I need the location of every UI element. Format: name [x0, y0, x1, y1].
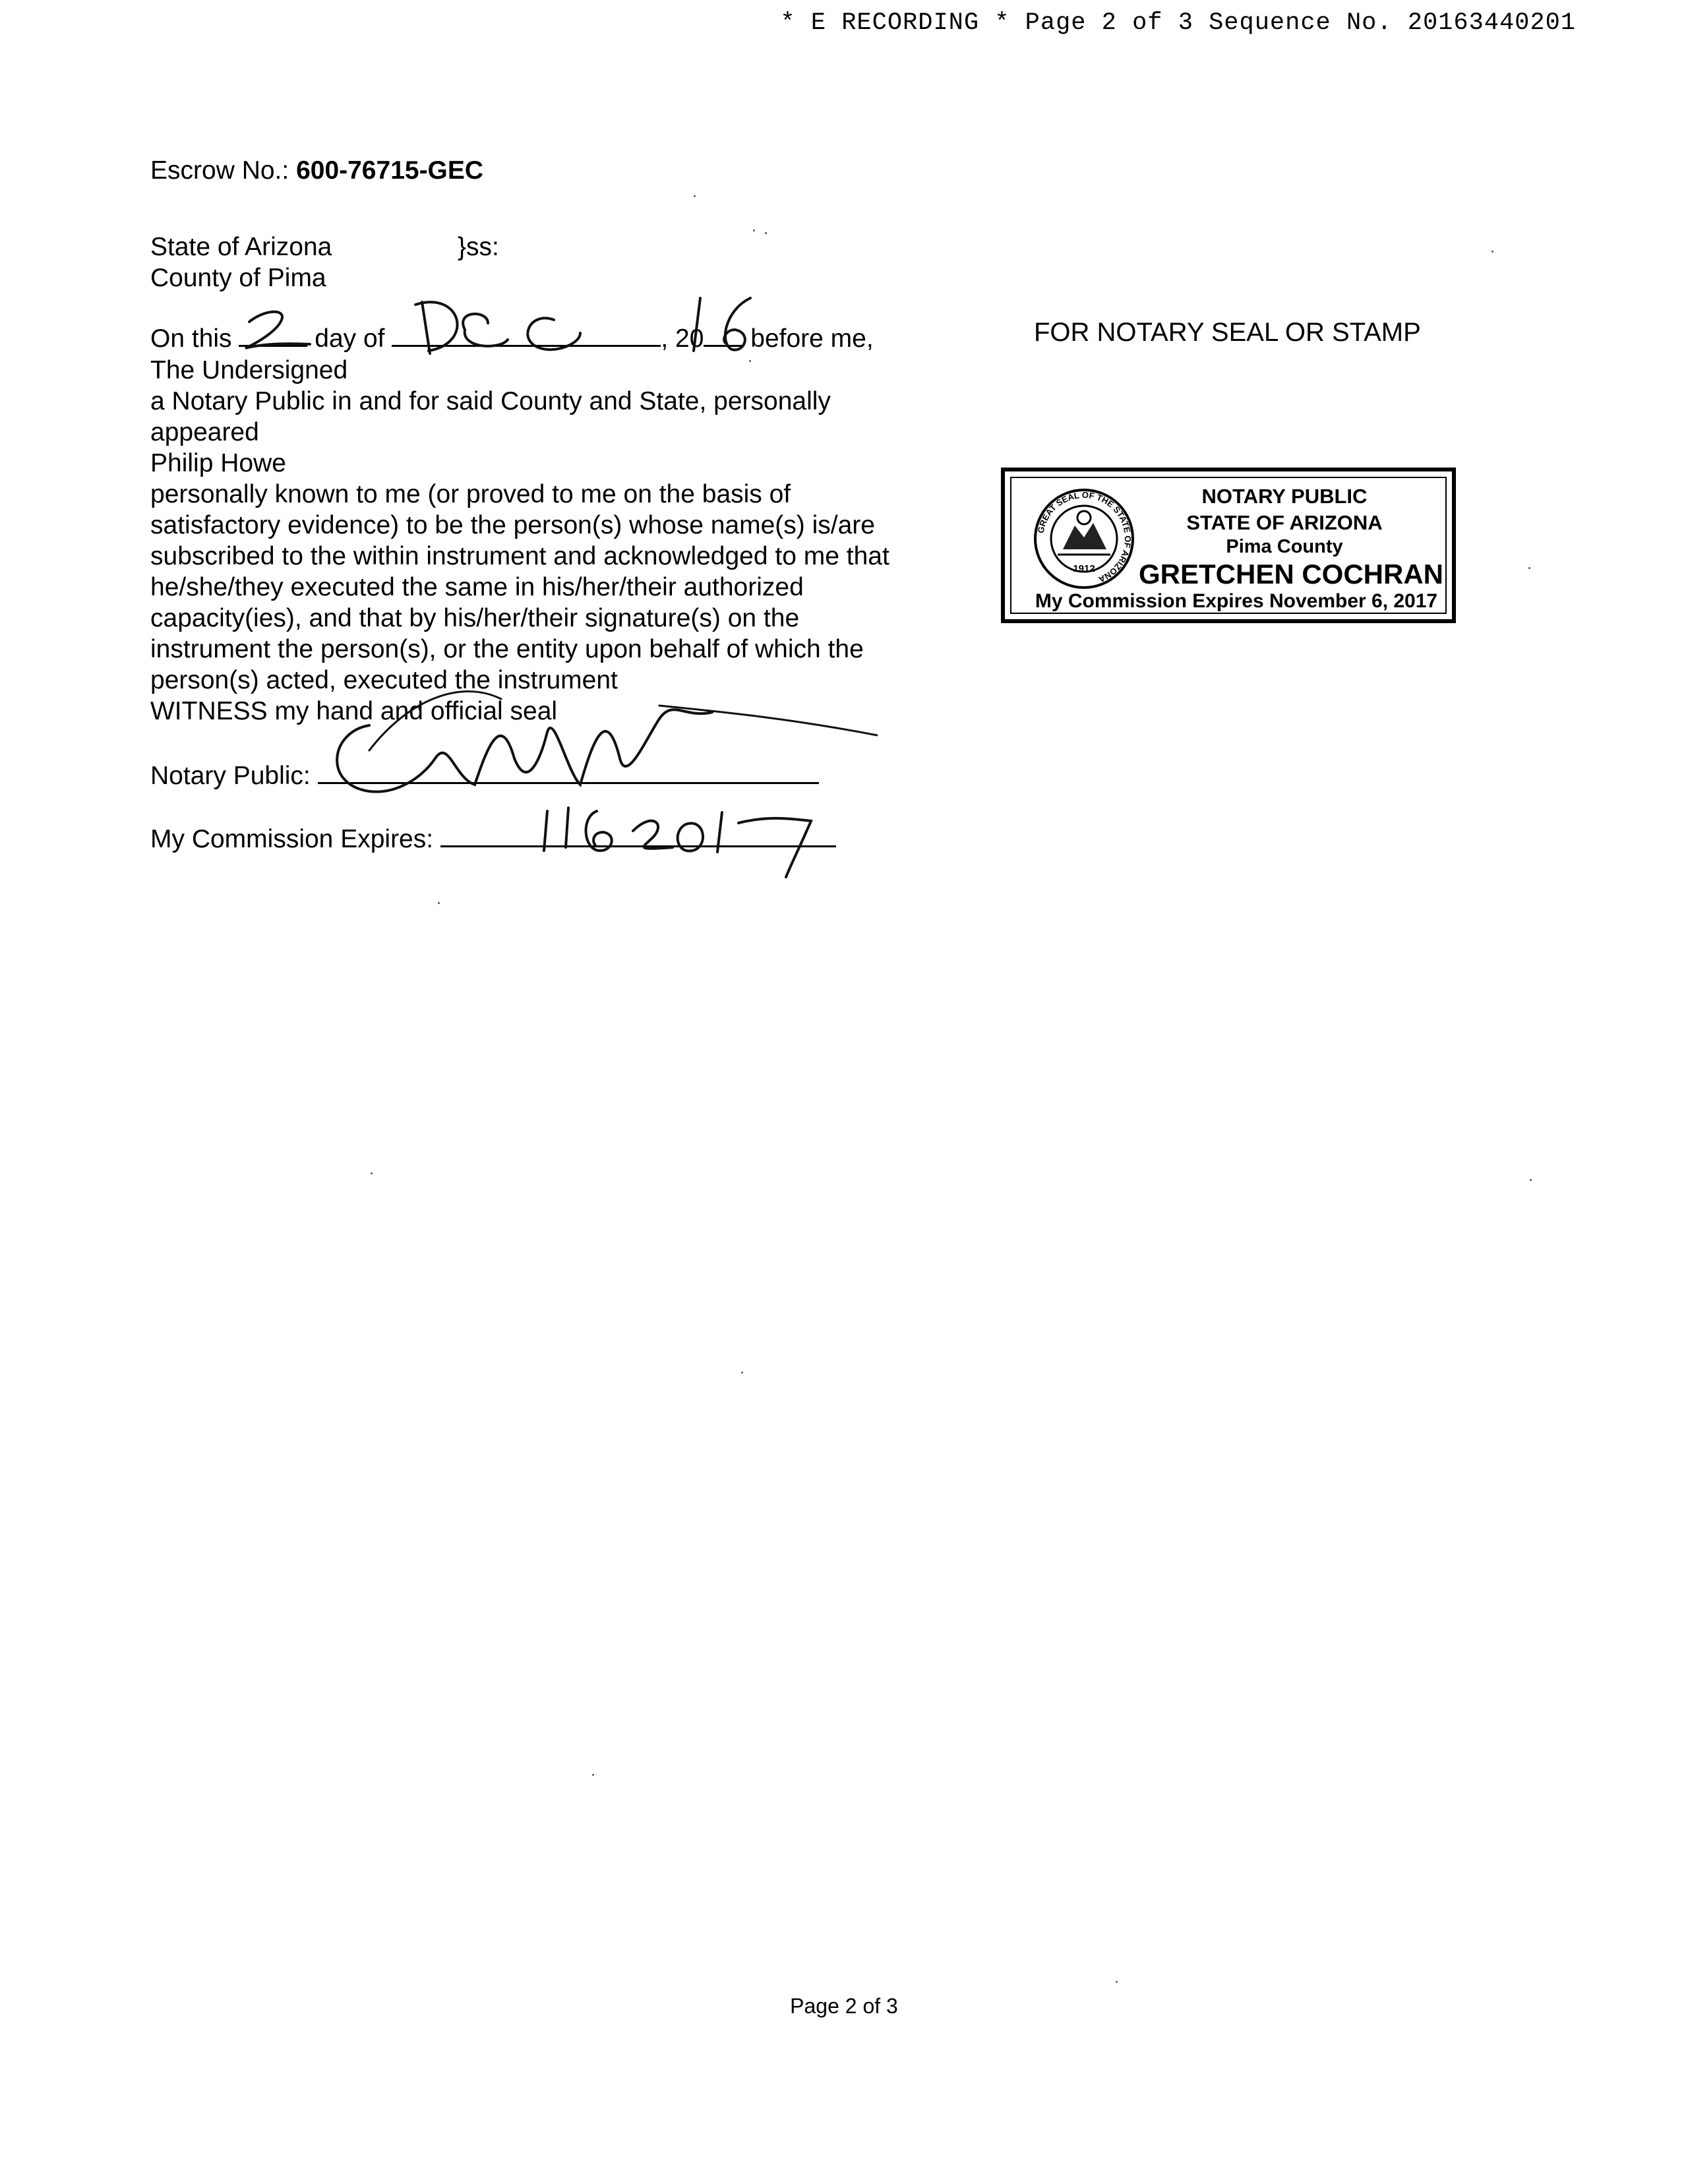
handwritten-day	[245, 312, 310, 348]
ack-line: The Undersigned	[150, 356, 348, 384]
scan-speck	[694, 195, 696, 197]
ack-line: he/she/they executed the same in his/her/their authorized	[150, 573, 804, 601]
ack-line: personally known to me (or proved to me on the basis of	[150, 480, 791, 508]
scan-speck	[371, 1172, 373, 1174]
ack-line: WITNESS my hand and official seal	[150, 697, 558, 725]
stamp-expiration: My Commission Expires November 6, 2017	[1035, 590, 1438, 612]
seal-year: 1912	[1073, 563, 1095, 574]
handwritten-commission-date	[544, 808, 811, 877]
scan-speck	[765, 232, 767, 234]
handwritten-year	[694, 298, 750, 351]
witness-strike	[369, 692, 877, 750]
stamp-state: STATE OF ARIZONA	[1186, 511, 1383, 534]
escrow-number: 600-76715-GEC	[296, 156, 484, 185]
scan-speck	[1116, 1981, 1118, 1983]
ack-line: appeared	[150, 418, 259, 446]
scan-speck	[741, 1372, 743, 1374]
scan-speck	[592, 1774, 594, 1776]
stamp-county: Pima County	[1226, 536, 1343, 557]
recording-header: * E RECORDING * Page 2 of 3 Sequence No. 20163440201	[780, 9, 1576, 37]
ack-line: capacity(ies), and that by his/her/their signature(s) on the	[150, 604, 800, 632]
page-footer: Page 2 of 3	[790, 1994, 898, 2018]
ack-line: person(s) acted, executed the instrument	[150, 666, 618, 694]
escrow-label: Escrow No.:	[150, 156, 289, 185]
handwritten-month	[415, 302, 580, 353]
before-me-label: before me,	[750, 324, 874, 353]
venue-ss: }ss:	[458, 233, 499, 261]
scan-speck	[753, 229, 755, 231]
stamp-notary-name: GRETCHEN COCHRAN	[1139, 559, 1443, 590]
commission-label: My Commission Expires:	[150, 825, 434, 853]
scan-speck	[1530, 1179, 1532, 1181]
venue-state: State of Arizona	[150, 233, 332, 261]
scan-speck	[749, 360, 751, 362]
scan-speck	[1528, 567, 1530, 569]
notary-public-label: Notary Public:	[150, 762, 311, 790]
ack-line: Philip Howe	[150, 449, 286, 477]
notary-signature-icon	[337, 710, 712, 791]
ack-line: satisfactory evidence) to be the person(s) whose name(s) is/are	[150, 511, 875, 539]
ack-line: subscribed to the within instrument and acknowledged to me that	[150, 542, 889, 570]
stamp-title: NOTARY PUBLIC	[1201, 485, 1368, 508]
scan-speck	[1492, 251, 1493, 253]
notary-seal-area-label: FOR NOTARY SEAL OR STAMP	[1034, 318, 1421, 347]
scan-speck	[438, 902, 440, 904]
on-this-label: On this	[150, 324, 232, 353]
venue-county: County of Pima	[150, 264, 326, 292]
year-prefix: , 20	[661, 324, 704, 353]
ack-line: a Notary Public in and for said County and State, personally	[150, 387, 831, 415]
seal-ring-text: GREAT SEAL OF THE STATE OF ARIZONA	[1035, 489, 1133, 585]
day-of-label: day of	[315, 324, 385, 353]
ack-line: instrument the person(s), or the entity upon behalf of which the	[150, 635, 864, 663]
